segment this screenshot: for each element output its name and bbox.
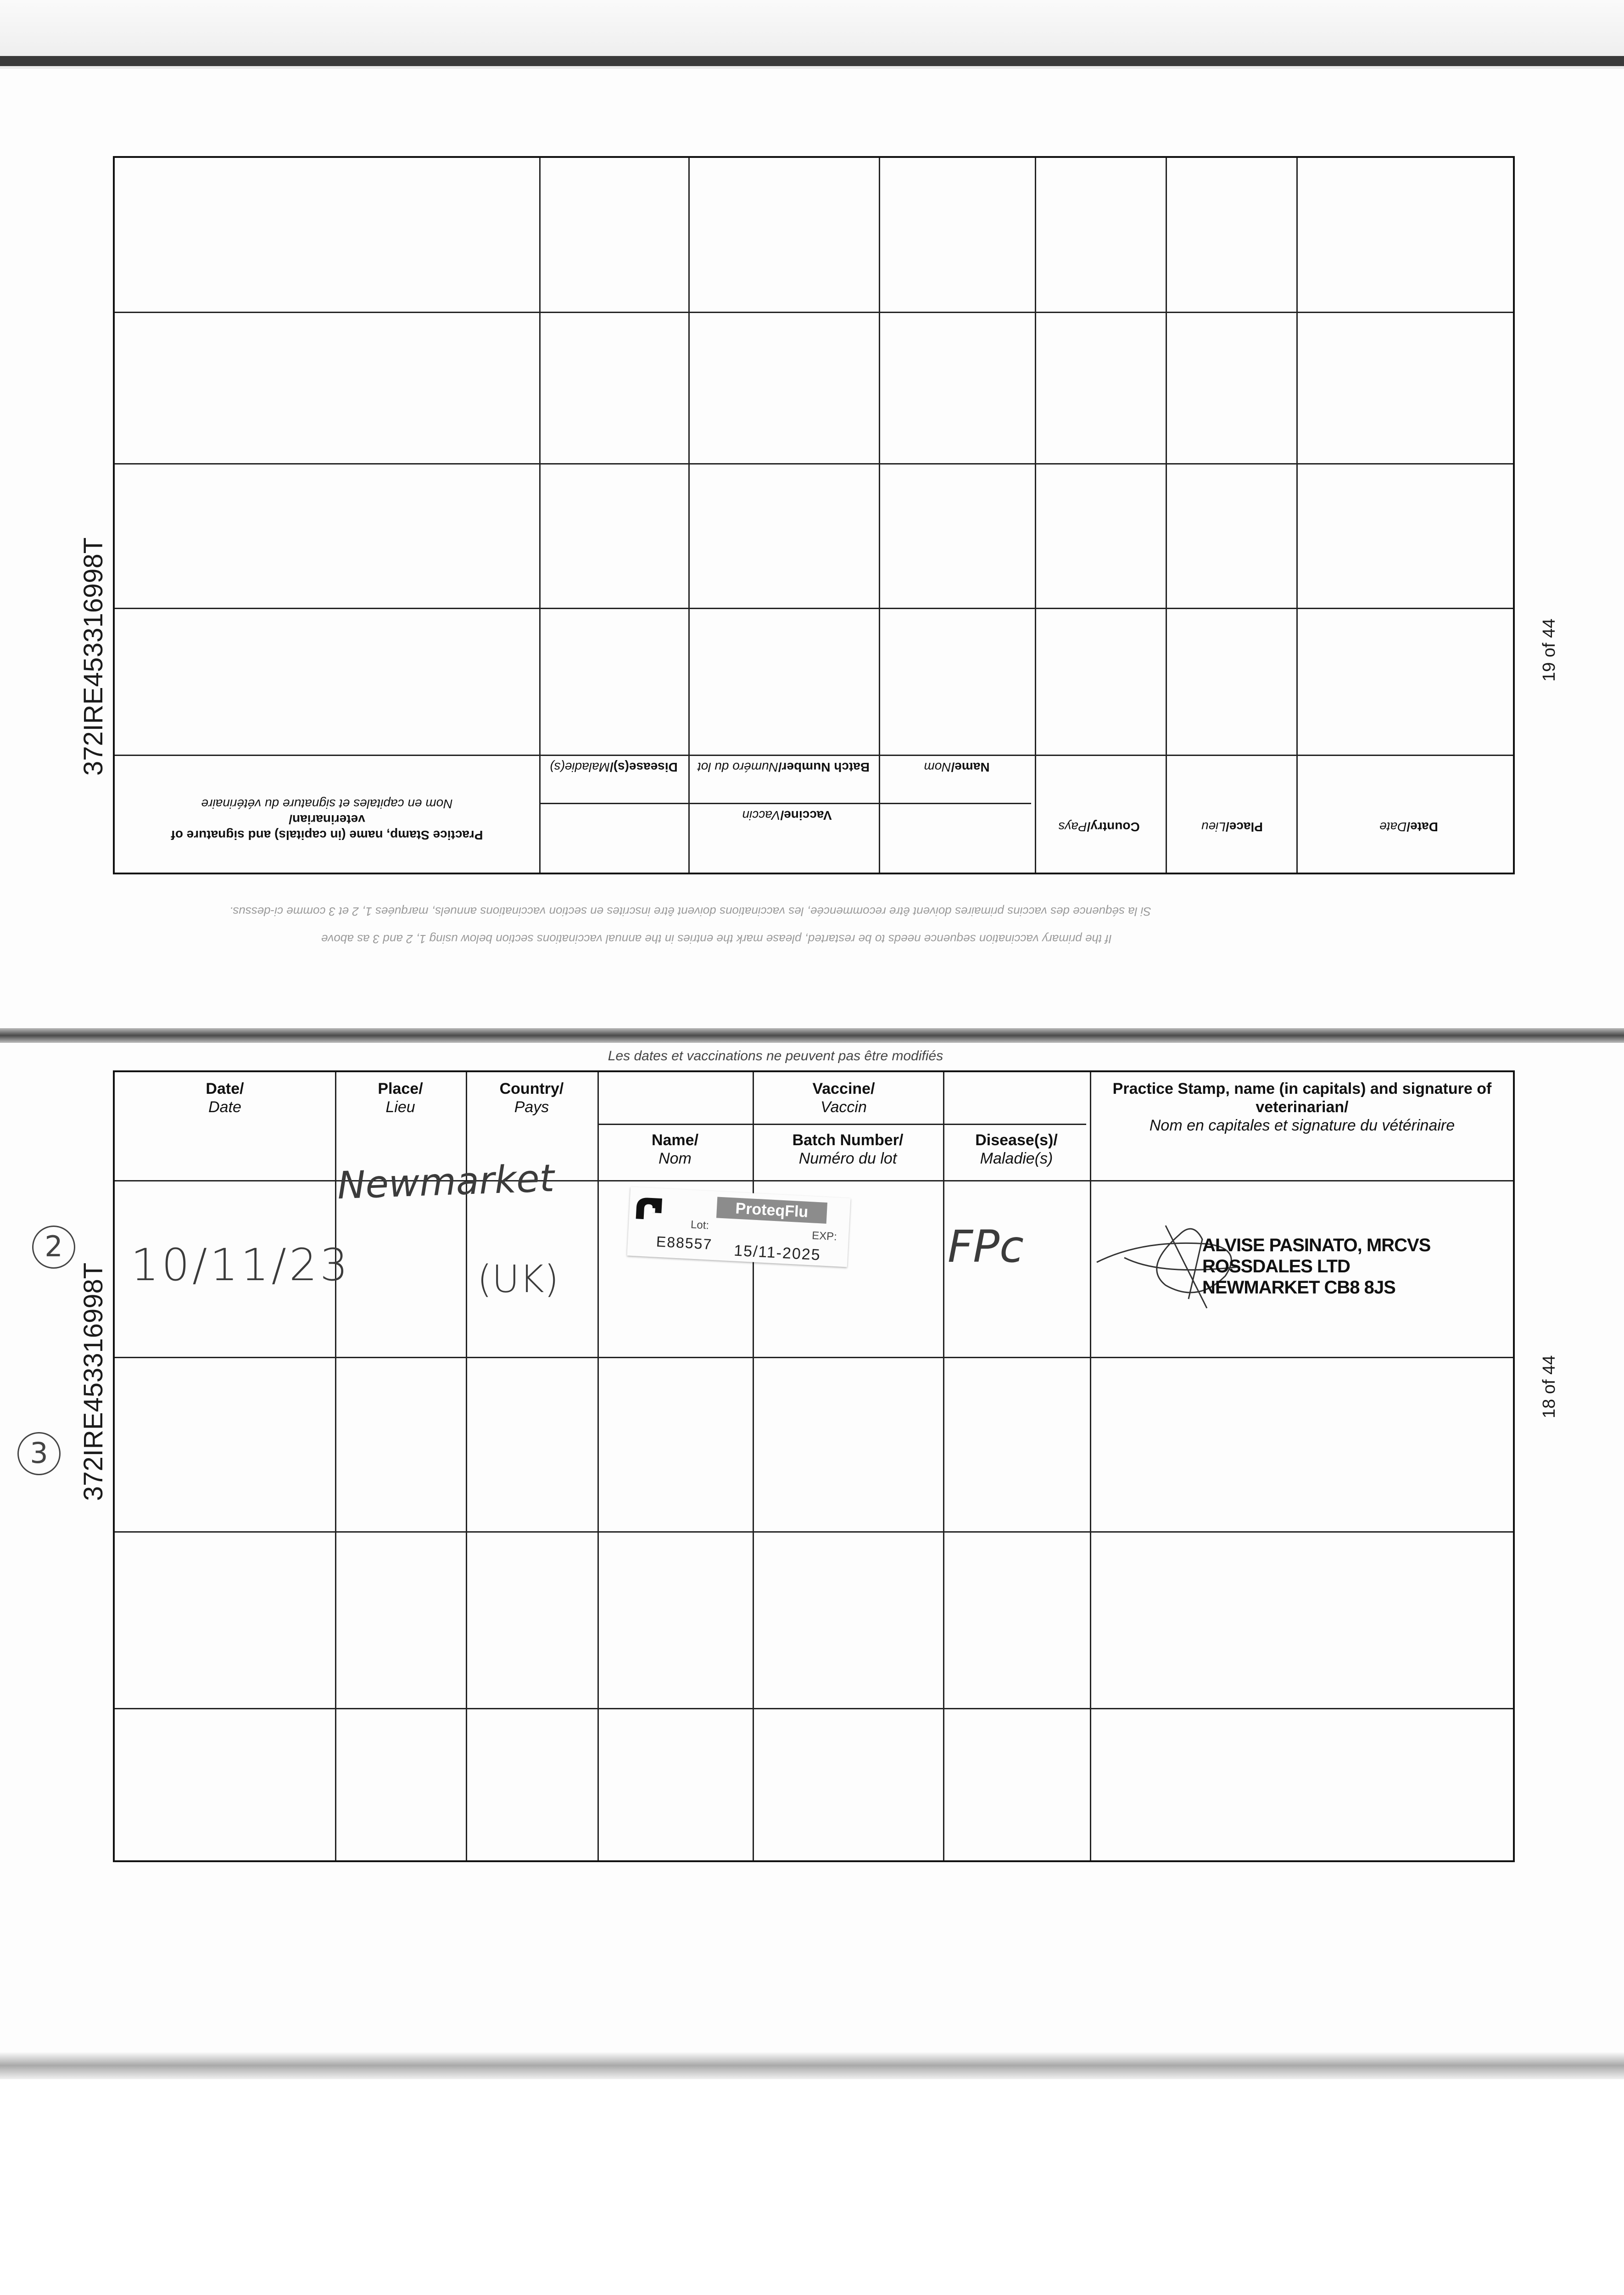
- entry-disease: FPc: [948, 1221, 1024, 1272]
- stamp-practice: ROSSDALES LTD: [1202, 1256, 1350, 1276]
- upper-header-disease: Disease(s)/Maladie(s): [550, 760, 678, 774]
- upper-header-name: Name/Nom: [924, 760, 990, 774]
- upper-header-vaccine: Vaccine/Vaccin: [742, 808, 832, 823]
- lower-header-batch: Batch Number/ Numéro du lot: [792, 1131, 904, 1167]
- vaccine-batch-label: [627, 1187, 850, 1267]
- page-edge-top: [0, 56, 1624, 66]
- vaccine-logo-icon: [633, 1193, 676, 1223]
- scan-background-bottom: [0, 2079, 1624, 2295]
- upper-header-batch: Batch Number/Numéro du lot: [697, 760, 870, 774]
- entry-marker-2: 2: [32, 1226, 75, 1269]
- lower-header-country: Country/ Pays: [499, 1080, 564, 1116]
- upper-header-place: Place/Lieu: [1201, 820, 1263, 834]
- lower-header-vaccine: Vaccine/ Vaccin: [812, 1080, 875, 1116]
- stamp-vet-name: ALVISE PASINATO, MRCVS: [1202, 1235, 1431, 1255]
- book-gutter: [0, 1028, 1624, 1043]
- upper-bleed-text-fr: Si la séquence des vaccins primaires doivent être recommencée, les vaccinations doivent être inscrites en section vaccinations annuels, marquées 1, 2 et 3 comme ci-dessus.: [229, 905, 1151, 918]
- upper-header-country: Country/Pays: [1058, 820, 1140, 834]
- practice-stamp: [1202, 1235, 1430, 1298]
- upper-document-id: 372IRE453316998T: [78, 537, 108, 776]
- upper-vaccination-table: [113, 156, 1515, 874]
- stamp-address: NEWMARKET CB8 8JS: [1202, 1277, 1395, 1298]
- vaccine-brand-name: ProteqFlu: [716, 1197, 827, 1223]
- expiry-date: 15/11-2025: [733, 1242, 821, 1264]
- lower-header-name: Name/ Nom: [651, 1131, 699, 1167]
- entry-country: (UK): [477, 1258, 559, 1301]
- lower-header-date: Date/ Date: [206, 1080, 244, 1116]
- lower-document-id: 372IRE453316998T: [78, 1262, 108, 1501]
- upper-header-practice: Practice Stamp, name (in capitals) and signature of veterinarian/ Nom en capitales et signature du vétérinaire: [171, 797, 483, 842]
- lower-header-place: Place/ Lieu: [378, 1080, 423, 1116]
- exp-label: EXP:: [811, 1229, 837, 1243]
- upper-header-date: Date/Date: [1379, 820, 1438, 834]
- lower-caption: Les dates et vaccinations ne peuvent pas être modifiés: [608, 1048, 943, 1064]
- page-edge-bottom: [0, 2052, 1624, 2079]
- lower-header-disease: Disease(s)/ Maladie(s): [975, 1131, 1058, 1167]
- entry-place: Newmarket: [336, 1156, 555, 1208]
- lower-page-number: 18 of 44: [1540, 1355, 1559, 1418]
- upper-bleed-text-en: If the primary vaccination sequence needs to be restarted, please mark the entries in the annual vaccinations section below using 1, 2 and 3 as above: [321, 932, 1112, 946]
- batch-number: E88557: [656, 1233, 713, 1253]
- entry-marker-3: 3: [17, 1432, 61, 1475]
- upper-page-number: 19 of 44: [1540, 618, 1559, 682]
- lower-vaccination-table: [113, 1070, 1515, 1862]
- entry-date: 10/11/23: [131, 1239, 351, 1291]
- lower-header-practice: Practice Stamp, name (in capitals) and signature of veterinarian/ Nom en capitales et signature du vétérinaire: [1112, 1080, 1492, 1134]
- lot-label: Lot:: [690, 1218, 709, 1232]
